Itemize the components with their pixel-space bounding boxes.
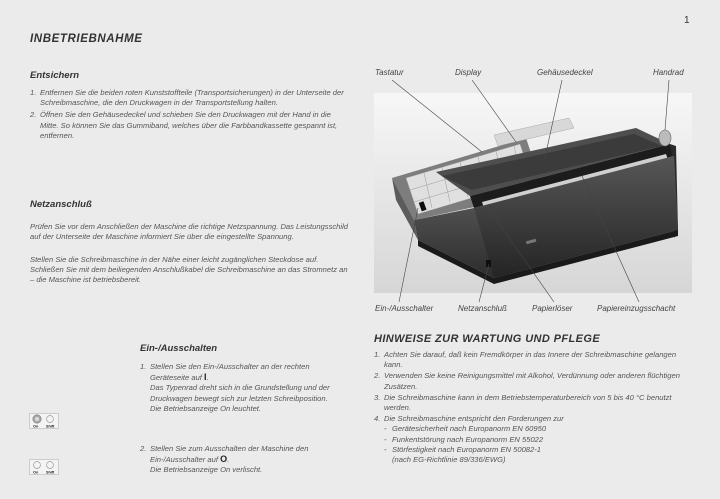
norm-note: (nach EG-Richtlinie 89/336/EWG) — [392, 455, 506, 465]
entsichern-list — [30, 88, 348, 141]
label-ein-ausschalter: Ein-/Ausschalter — [375, 304, 434, 313]
label-display: Display — [455, 68, 482, 77]
hinweise-list — [374, 350, 692, 465]
indicator-shift-label: Shift — [46, 470, 55, 475]
list-item: 3. Die Schreibmaschine kann in dem Betriebstemperaturbereich von 5 bis 40 °C benutzt werden. — [374, 392, 672, 413]
indicator-on-label: On — [33, 470, 39, 475]
power-on-symbol: I — [204, 372, 207, 383]
norm-item: - Gerätesicherheit nach Europanorm EN 60950 — [384, 424, 692, 434]
netzanschluss-paragraph-1: Prüfen Sie vor dem Anschließen der Maschine die richtige Netzspannung. Das Leistungsschild auf der Unterseite der Maschine informiert Sie über die eingestellte Spannung. — [30, 222, 348, 242]
list-item: 2. Öffnen Sie den Gehäusedeckel und schieben Sie den Druckwagen mit der Hand in die Mitte. So können Sie das Gummiband, welches über die Farbbandkassette gespannt ist, entfernen. — [30, 110, 338, 140]
section-heading-entsichern: Entsichern — [30, 70, 80, 81]
label-papiereinzugsschacht: Papiereinzugsschacht — [597, 304, 676, 313]
ein-aus-step-1: 1. Stellen Sie den Ein-/Ausschalter an der rechten Geräteseite auf I. Das Typenrad dreht sich in die Grundstellung und der Druckwagen bewegt sich zur letzten Schreibposition. Die Betriebsanzeige On leuchtet. — [140, 362, 330, 413]
list-item: 4. Die Schreibmaschine entspricht den Forderungen zur - Gerätesicherheit nach Europanorm EN 60950 - Funkentstörung nach Europanorm EN 55022 - Störfestigkeit nach Europanorm EN 50082-1 (nach EG-Richtlinie 89/336/EWG) — [374, 414, 692, 465]
indicator-lit-icon — [29, 413, 59, 429]
power-off-symbol: O — [220, 454, 228, 465]
section-heading-netzanschluss: Netzanschluß — [30, 199, 92, 210]
indicator-off-icon — [29, 459, 59, 475]
label-gehaeusedeckel: Gehäusedeckel — [537, 68, 593, 77]
list-item: 1. Entfernen Sie die beiden roten Kunststoffteile (Transportsicherungen) in der Unterseite der Schreibmaschine, die den Druckwagen in der Transportstellung halten. — [30, 88, 344, 108]
page-title: INBETRIEBNAHME — [30, 33, 143, 45]
list-item: 1. Achten Sie darauf, daß kein Fremdkörper in das Innere der Schreibmaschine gelangen kann. — [374, 350, 677, 370]
norm-item: - Störfestigkeit nach Europanorm EN 50082-1 — [384, 445, 692, 455]
label-papierloeser: Papierlöser — [532, 304, 573, 313]
label-tastatur: Tastatur — [375, 68, 404, 77]
netzanschluss-paragraph-2: Stellen Sie die Schreibmaschine in der Nähe einer leicht zugänglichen Steckdose auf. Schließen Sie mit dem beiliegenden Anschlußkabel die Schreibmaschine an das Stromnetz an – die Maschine ist betriebsbereit. — [30, 255, 348, 285]
norm-item: - Funkentstörung nach Europanorm EN 55022 — [384, 435, 692, 445]
typewriter-illustration — [374, 80, 692, 302]
indicator-shift-label: Shift — [46, 424, 55, 429]
ein-aus-step-2: 2. Stellen Sie zum Ausschalten der Maschine den Ein-/Ausschalter auf O. Die Betriebsanzeige On verlischt. — [140, 444, 309, 475]
label-netzanschluss: Netzanschluß — [458, 304, 507, 313]
label-handrad: Handrad — [653, 68, 684, 77]
list-item: 2. Verwenden Sie keine Reinigungsmittel mit Alkohol, Verdünnung oder anderen flüchtigen Zusätzen. — [374, 371, 680, 391]
indicator-on-label: On — [33, 424, 39, 429]
section-heading-ein-aus: Ein-/Ausschalten — [140, 343, 218, 354]
section-heading-hinweise: HINWEISE ZUR WARTUNG UND PFLEGE — [374, 333, 601, 345]
page-number: 1 — [684, 15, 690, 26]
